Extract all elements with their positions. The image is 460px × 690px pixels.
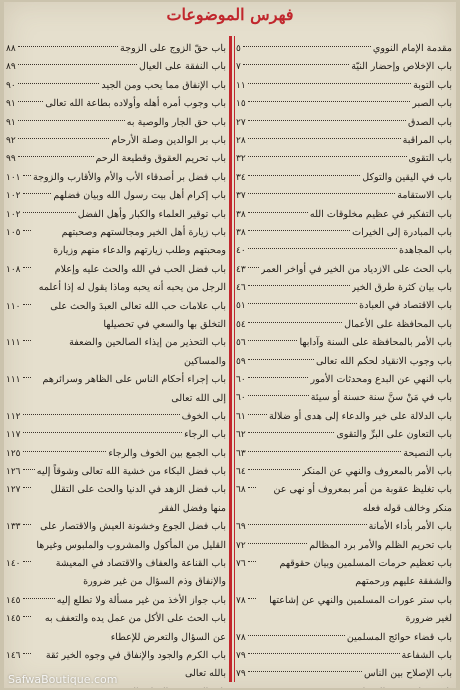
toc-entry (6, 58, 226, 76)
toc-entry-page-number: ٧٨ (236, 595, 246, 606)
toc-entry-page-number: ٦٤ (236, 466, 246, 477)
dot-leader (23, 524, 31, 525)
toc-entry-title: باب وجوب الانقياد لحكم الله تعالى (315, 355, 452, 367)
toc-entry (6, 334, 226, 371)
toc-entry-page-number: ١١٧ (6, 430, 21, 441)
toc-entry-title: باب الرجاء (184, 429, 226, 441)
toc-entry (236, 150, 452, 168)
dot-leader (243, 64, 349, 65)
dot-leader (248, 451, 402, 452)
dot-leader (23, 487, 31, 488)
toc-entry-page-number: ١٢٦ (6, 467, 21, 478)
toc-entry-page-number: ٥٩ (236, 356, 246, 367)
toc-entry-page-number: ١٠٥ (6, 227, 21, 238)
toc-entry-page-number: ٧٦ (236, 558, 246, 569)
toc-entry-title: باب التقوى (408, 153, 452, 165)
toc-entry-page-number: ١٠٨ (6, 264, 21, 275)
toc-entry-title: باب فضل الحب في الله والحث عليه وإعلام الرجل من يحبه أنه يحبه وماذا يقول له إذا أعلمه (38, 263, 226, 294)
toc-entry (236, 518, 452, 536)
toc-entry (236, 261, 452, 279)
toc-entry-page-number: ٦٠ (236, 375, 246, 386)
toc-entry-title: باب النهي عن البدع ومحدثات الأمور (310, 374, 452, 386)
toc-entry-title: باب جواز الأخذ من غير مسألة ولا تطلع إليه (56, 594, 226, 606)
toc-entry-page-number: ١٢٥ (6, 448, 21, 459)
dot-leader (23, 193, 52, 194)
toc-entry-page-number: ٥١ (236, 301, 246, 312)
toc-entry-page-number: ١١٢ (6, 411, 21, 422)
toc-entry-title: باب في مَنْ سنَّ سنة حسنة أو سيئة (310, 392, 452, 404)
dot-leader (248, 193, 396, 194)
toc-entry (236, 77, 452, 95)
toc-entry (236, 279, 452, 297)
toc-entry-title: باب تعظيم حرمات المسلمين وبيان حقوقهم والشفقة عليهم ورحمتهم (279, 557, 452, 588)
toc-entry (236, 445, 452, 463)
toc-entry (236, 463, 452, 481)
toc-entry-page-number: ٩٢ (6, 135, 16, 146)
toc-entry-title: باب فضل الجوع وخشونة العيش والاقتصار على القليل من المأكول والمشروب والملبوس وغيرها (36, 521, 226, 551)
toc-entry-title: باب فضل بر أصدقاء الأب والأم والأقارب والزوجة (32, 171, 226, 183)
toc-entry (6, 132, 226, 150)
toc-entry-title: باب الصدق (407, 116, 452, 128)
toc-entry (6, 371, 226, 408)
toc-entry-page-number: ١٤٥ (6, 595, 21, 606)
toc-entry-page-number: ١٤٥ (6, 614, 21, 625)
toc-entry (6, 114, 226, 132)
toc-entry (236, 242, 452, 260)
toc-entry (6, 224, 226, 261)
dot-leader (248, 432, 335, 433)
toc-entry-title: باب بيان كثرة طرق الخير (351, 282, 452, 294)
toc-entry-title: باب القناعة والعفاف والاقتصاد في المعيشة والإنفاق وذم السؤال من غير ضرورة (55, 558, 226, 588)
toc-entry-title: باب الدلالة على خير والدعاء إلى هدى أو ضلالة (268, 410, 452, 422)
dot-leader (248, 635, 345, 636)
toc-entry-title: باب بر الوالدين وصلة الأرحام (111, 134, 226, 146)
dot-leader (248, 230, 350, 231)
toc-entry (6, 445, 226, 463)
toc-entry-page-number: ٣٧ (236, 191, 246, 202)
toc-entry (236, 389, 452, 407)
toc-entry-page-number: ٤٠ (236, 246, 246, 257)
toc-entry (236, 40, 452, 58)
toc-entry (236, 334, 452, 352)
dot-leader (23, 653, 31, 654)
dot-leader (248, 322, 343, 323)
dot-leader (18, 138, 110, 139)
toc-entry-title: مقدمة الإمام النووي (372, 43, 452, 54)
toc-entry-page-number: ١٤٠ (6, 559, 21, 570)
toc-entry (236, 297, 452, 315)
dot-leader (248, 469, 300, 470)
toc-entry-page-number: ٨٩ (6, 62, 16, 73)
toc-entry-page-number: ١٠٢ (6, 209, 21, 220)
toc-entry-title: باب الأمر بأداء الأمانة (368, 521, 452, 533)
dot-leader (248, 267, 259, 268)
toc-entry-title: باب الإنفاق مما يحب ومن الجيد (101, 79, 226, 91)
toc-entry-title: باب الإصلاح بين الناس (364, 668, 452, 680)
dot-leader (18, 120, 125, 121)
dot-leader (18, 46, 118, 47)
dot-leader (23, 469, 35, 470)
dot-leader (248, 395, 309, 396)
dot-leader (23, 267, 31, 268)
watermark: SafwaBoutique.com (8, 673, 118, 686)
toc-entry-page-number: ٩١ (6, 117, 16, 128)
dot-leader (23, 304, 31, 305)
toc-entry-page-number: ١٤٦ (6, 651, 21, 662)
toc-entry-page-number: ١٥ (236, 99, 246, 110)
toc-entry (6, 169, 226, 187)
toc-entry (6, 206, 226, 224)
dot-leader (248, 524, 367, 525)
dot-leader (248, 175, 361, 176)
toc-entry (236, 95, 452, 113)
toc-entry-page-number: ٣٢ (236, 154, 246, 165)
toc-entry (6, 463, 226, 481)
toc-entry-page-number: ٣٨ (236, 227, 246, 238)
toc-entry-title: باب الإخلاص وإحضار النيّة (351, 61, 452, 73)
toc-entry-title: باب علامات حب الله تعالى العبدَ والحث على التخلق بها والسعي في تحصيلها (50, 300, 226, 330)
toc-entry-page-number: ٧٢ (236, 540, 246, 551)
toc-entry-page-number: ١٠١ (6, 172, 21, 183)
dot-leader (248, 120, 406, 121)
toc-entry-page-number: ١٠٢ (6, 191, 21, 202)
toc-entry-title: باب النصيحة (403, 447, 452, 459)
toc-column-right (236, 40, 452, 688)
toc-entry (236, 169, 452, 187)
dot-leader (248, 598, 256, 599)
toc-entry-page-number: ٦٨ (236, 485, 246, 496)
toc-entry-page-number: ٩٠ (6, 80, 16, 91)
toc-entry-page-number: ٨٨ (6, 44, 16, 54)
toc-entry (6, 150, 226, 168)
toc-entry (6, 426, 226, 444)
dot-leader (23, 561, 31, 562)
toc-entry-title: باب الحث على الازدياد من الخير في أواخر العمر (260, 263, 452, 275)
toc-entry-title: باب الاقتصاد في العبادة (359, 300, 452, 312)
toc-entry (236, 114, 452, 132)
toc-entry-title: باب وجوب أمره أهله وأولاده بطاعة الله تعالى (45, 98, 226, 110)
dot-leader (248, 671, 362, 672)
toc-entry (236, 316, 452, 334)
toc-entry-page-number: ٧٨ (236, 632, 246, 643)
toc-entry (236, 353, 452, 371)
toc-entry (6, 610, 226, 647)
toc-entry-page-number: ٧ (236, 62, 241, 73)
toc-entry-page-number: ٦٠ (236, 393, 246, 404)
toc-entry-page-number: ١١ (236, 80, 246, 91)
dot-leader (248, 561, 256, 562)
toc-entry-title: باب تغليظ عقوبة من أمر بمعروف أو نهى عن منكر وخالف قوله فعله (273, 484, 452, 514)
toc-entry (236, 537, 452, 555)
toc-entry-page-number: ٤٣ (236, 264, 246, 275)
toc-entry-page-number: ٣٤ (236, 172, 246, 183)
toc-entry (6, 408, 226, 426)
toc-entry (236, 555, 452, 592)
toc-entry (6, 555, 226, 592)
toc-entry-page-number: ٦٢ (236, 430, 246, 441)
toc-entry-page-number: ٧٩ (236, 650, 246, 661)
toc-entry (236, 426, 452, 444)
toc-entry-page-number: ٧٩ (236, 669, 246, 680)
toc-entry-title: باب إكرام أهل بيت رسول الله وبيان فضلهم (53, 190, 226, 202)
toc-entry-title: باب إجراء أحكام الناس على الظاهر وسرائرهم إلى الله تعالى (42, 374, 226, 404)
toc-entry (6, 95, 226, 113)
toc-entry-title (118, 684, 226, 688)
toc-entry-title: باب ستر عورات المسلمين والنهي عن إشاعتها لغير ضرورة (269, 594, 452, 625)
toc-entry-page-number: ٥٦ (236, 338, 246, 349)
dot-leader (18, 156, 94, 157)
dot-leader (23, 598, 55, 599)
dot-leader (23, 414, 180, 415)
toc-entry-title: باب الاستقامة (397, 190, 452, 202)
toc-entry (236, 187, 452, 205)
dot-leader (248, 359, 314, 360)
toc-entry-title: باب الصبر (412, 98, 452, 110)
toc-entry-page-number: ١١٠ (6, 301, 21, 312)
toc-entry-page-number (236, 684, 246, 688)
toc-entry-title: باب التوبة (413, 79, 452, 91)
toc-entry-page-number: ٢٧ (236, 117, 246, 128)
toc-entry-page-number: ٤٦ (236, 283, 246, 294)
toc-entry-title: باب المراقبة (402, 134, 452, 146)
toc-entry (236, 206, 452, 224)
dot-leader (248, 414, 267, 415)
toc-entry (236, 58, 452, 76)
toc-entry-page-number: ١٣٣ (6, 522, 21, 533)
dot-leader (23, 377, 31, 378)
toc-entry (6, 77, 226, 95)
toc-entry-title: باب المبادرة إلى الخيرات (352, 226, 452, 238)
toc-entry (6, 518, 226, 555)
toc-entry-page-number: ١٢٧ (6, 485, 21, 496)
toc-entry-title: باب في اليقين والتوكل (362, 171, 452, 183)
dot-leader (23, 212, 76, 213)
dot-leader (23, 432, 183, 433)
dot-leader (248, 285, 350, 286)
dot-leader (243, 46, 371, 47)
toc-entry (236, 224, 452, 242)
toc-entry-title: باب توقير العلماء والكبار وأهل الفضل (77, 208, 226, 220)
dot-leader (18, 83, 100, 84)
dot-leader (248, 248, 397, 249)
toc-entry (6, 40, 226, 58)
toc-entry (236, 408, 452, 426)
toc-entry-title: باب الجمع بين الخوف والرجاء (108, 447, 226, 459)
toc-entry (6, 187, 226, 205)
toc-entry-page-number: ٩١ (6, 99, 16, 110)
toc-entry-title: باب فضل البكاء من خشية الله تعالى وشوقاً إليه (36, 466, 226, 478)
toc-entry-page-number: ٦١ (236, 411, 246, 422)
toc-entry-title: باب التفكير في عظيم مخلوقات الله (309, 208, 452, 220)
toc-entry-title: باب حق الجار والوصية به (126, 116, 226, 128)
toc-entry (236, 665, 452, 683)
dot-leader (18, 64, 137, 65)
toc-column-left (6, 40, 226, 688)
dot-leader (23, 175, 31, 176)
toc-entry (236, 132, 452, 150)
dot-leader (248, 543, 308, 544)
toc-entry-page-number: ١١١ (6, 338, 21, 349)
toc-entry-title: باب فضل الزهد في الدنيا والحث على التقلل منها وفضل الفقر (50, 484, 226, 514)
toc-entry-page-number: ٦٣ (236, 448, 246, 459)
page-title: فهرس الموضوعات (166, 5, 294, 24)
dot-leader (248, 83, 411, 84)
toc-entry-title: باب تحريم العقوق وقطيعة الرحم (95, 153, 226, 165)
toc-entry (236, 371, 452, 389)
toc-entry-title: باب قضاء حوائج المسلمين (346, 631, 452, 643)
column-divider (229, 36, 232, 682)
dot-leader (248, 377, 309, 378)
toc-entry-title: باب تحريم الظلم والأمر برد المظالم (309, 539, 452, 551)
dot-leader (248, 653, 400, 654)
toc-entry (6, 261, 226, 298)
dot-leader (248, 303, 358, 304)
toc-entry-page-number: ١١١ (6, 375, 21, 386)
toc-entry-page-number: ٦٩ (236, 522, 246, 533)
toc-entry (6, 481, 226, 518)
toc-entry-title: باب الأمر بالمحافظة على السنة وآدابها (299, 337, 452, 349)
dot-leader (248, 101, 411, 102)
toc-entry-page-number: ٥٤ (236, 319, 246, 330)
toc-entry (236, 629, 452, 647)
toc-entry (236, 481, 452, 518)
dot-leader (23, 616, 31, 617)
toc-entry-title: باب الشفاعة (401, 649, 452, 661)
dot-leader (23, 451, 107, 452)
dot-leader (23, 230, 31, 231)
toc-entry-title: باب الكرم والجود والإنفاق في وجوه الخير ثقة بالله تعالى (45, 650, 226, 680)
toc-entry-title (347, 684, 452, 688)
toc-entry (236, 592, 452, 629)
toc-entry-title: باب المجاهدة (398, 245, 452, 257)
toc-entry-title: باب التحذير من إيذاء الصالحين والضعفة والمساكين (69, 337, 226, 367)
toc-entry-title: باب زيارة أهل الخير ومجالستهم وصحبتهم ومحبتهم وطلب زيارتهم والدعاء منهم وزيارة (53, 226, 226, 257)
toc-entry-title: باب الحث على الأكل من عمل يده والتعفف به عن السؤال والتعرض للإعطاء (44, 613, 226, 643)
toc-entry (6, 298, 226, 335)
dot-leader (248, 340, 298, 341)
toc-entry-title: باب الأمر بالمعروف والنهي عن المنكر (301, 465, 452, 477)
dot-leader (248, 138, 401, 139)
book-page (4, 2, 456, 688)
toc-entry-title: باب حقّ الزوج على الزوجة (120, 43, 226, 54)
toc-entry-title: باب النفقة على العيال (138, 61, 226, 73)
toc-entry-title: باب المحافظة على الأعمال (344, 318, 452, 330)
dot-leader (248, 156, 407, 157)
dot-leader (23, 340, 31, 341)
toc-entry-page-number: ٩٩ (6, 154, 16, 165)
toc-entry-page-number: ٥ (236, 44, 241, 54)
dot-leader (248, 487, 256, 488)
toc-entry-page-number: ٢٨ (236, 135, 246, 146)
toc-entry-page-number: ٣٨ (236, 209, 246, 220)
dot-leader (248, 212, 308, 213)
toc-entry (236, 647, 452, 665)
toc-entry (236, 684, 452, 688)
toc-entry (6, 592, 226, 610)
toc-entry-title: باب التعاون على البرِّ والتقوى (336, 429, 452, 441)
toc-entry-title: باب الخوف (181, 410, 226, 422)
dot-leader (18, 101, 44, 102)
